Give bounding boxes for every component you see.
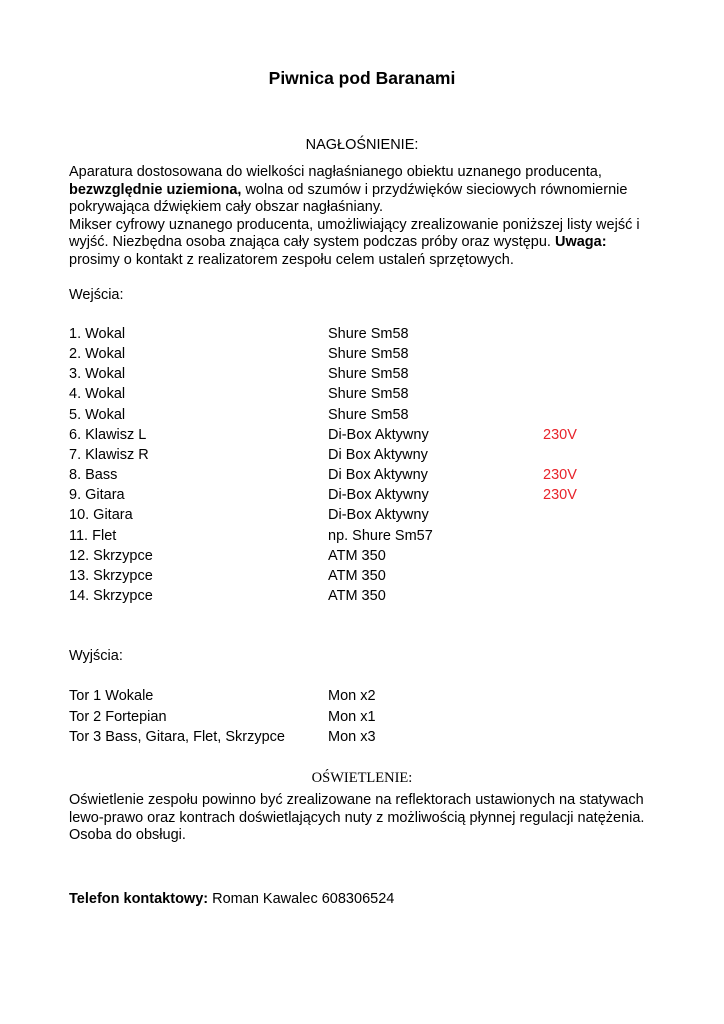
- input-channel: 6. Klawisz L: [69, 426, 147, 443]
- contact-label: Telefon kontaktowy:: [69, 891, 209, 907]
- input-device: Di-Box Aktywny: [328, 487, 429, 504]
- input-device: Di-Box Aktywny: [328, 426, 429, 443]
- input-device: Shure Sm58: [328, 326, 409, 342]
- input-device: ATM 350: [328, 587, 386, 604]
- input-channel: 5. Wokal: [69, 406, 126, 423]
- input-row: [0, 366, 724, 386]
- lighting-paragraph: Oświetlenie zespołu powinno być zrealizowane na reflektorach ustawionych na statywach lewo-prawo oraz kontrach doświetlających nuty z możliwością płynnej regulacji natężenia. Osoba do obsługi.: [69, 792, 645, 843]
- input-channel: 1. Wokal: [69, 326, 126, 342]
- input-row: [0, 528, 724, 548]
- input-channel: 4. Wokal: [69, 386, 126, 403]
- input-power: 230V: [543, 426, 577, 443]
- lighting-heading: OŚWIETLENIE:: [311, 770, 413, 786]
- output-channel: Tor 2 Fortepian: [69, 708, 167, 725]
- sound-text-d: prosimy o kontakt z realizatorem zespołu celem ustaleń sprzętowych.: [69, 251, 514, 268]
- inputs-label: Wejścia:: [69, 287, 124, 303]
- input-device: Di Box Aktywny: [328, 467, 428, 484]
- sound-text-note: Uwaga:: [550, 234, 607, 250]
- input-row: [0, 386, 724, 406]
- input-channel: 8. Bass: [69, 467, 118, 484]
- input-device: Di Box Aktywny: [328, 446, 428, 463]
- sound-text-c: Mikser cyfrowy uznanego producenta, umożliwiający zrealizowanie poniższej listy wejść i wyjść. Niezbędna osoba znająca cały system podczas próby oraz występu.: [69, 216, 640, 250]
- sound-text-grounded: bezwzględnie uziemiona,: [69, 181, 242, 198]
- sound-text-b: wolna od szumów i przydźwięków sieciowych równomiernie pokrywająca dźwiękiem cały obszar nagłaśniany.: [69, 181, 628, 215]
- input-device: ATM 350: [328, 567, 386, 584]
- input-row: [0, 326, 724, 346]
- contact-line: [69, 891, 394, 907]
- input-device: ATM 350: [328, 547, 386, 564]
- input-row: [0, 346, 724, 366]
- input-device: Shure Sm58: [328, 406, 409, 423]
- input-row: [0, 487, 724, 507]
- input-device: Di-Box Aktywny: [328, 507, 429, 524]
- input-channel: 13. Skrzypce: [69, 567, 153, 584]
- input-row: [0, 447, 724, 467]
- document-title: Piwnica pod Baranami: [268, 68, 456, 88]
- input-row: [0, 548, 724, 568]
- contact-value: Roman Kawalec 608306524: [208, 891, 395, 907]
- output-row: [0, 688, 724, 708]
- input-device: Shure Sm58: [328, 346, 409, 363]
- input-row: [0, 407, 724, 427]
- output-channel: Tor 1 Wokale: [69, 688, 154, 704]
- input-channel: 9. Gitara: [69, 487, 125, 504]
- input-row: [0, 588, 724, 608]
- outputs-label: Wyjścia:: [69, 648, 123, 664]
- input-row: [0, 507, 724, 527]
- input-device: np. Shure Sm57: [328, 527, 433, 544]
- input-row: [0, 427, 724, 447]
- input-channel: 10. Gitara: [69, 507, 133, 524]
- input-channel: 11. Flet: [69, 527, 117, 544]
- output-row: [0, 729, 724, 749]
- output-channel: Tor 3 Bass, Gitara, Flet, Skrzypce: [69, 729, 285, 745]
- input-row: [0, 568, 724, 588]
- output-row: [0, 709, 724, 729]
- output-monitor: Mon x2: [328, 688, 376, 704]
- input-power: 230V: [543, 467, 577, 484]
- sound-paragraph: [69, 164, 659, 269]
- input-channel: 14. Skrzypce: [69, 587, 153, 604]
- input-device: Shure Sm58: [328, 366, 409, 383]
- output-monitor: Mon x1: [328, 708, 376, 725]
- sound-text-a: Aparatura dostosowana do wielkości nagłaśnianego obiektu uznanego producenta,: [69, 164, 602, 180]
- input-channel: 12. Skrzypce: [69, 547, 153, 564]
- input-channel: 2. Wokal: [69, 346, 126, 363]
- output-monitor: Mon x3: [328, 729, 376, 745]
- input-row: [0, 467, 724, 487]
- input-channel: 3. Wokal: [69, 366, 126, 383]
- input-channel: 7. Klawisz R: [69, 446, 149, 463]
- input-device: Shure Sm58: [328, 386, 409, 403]
- input-power: 230V: [543, 487, 577, 504]
- sound-heading: NAGŁOŚNIENIE:: [305, 137, 419, 153]
